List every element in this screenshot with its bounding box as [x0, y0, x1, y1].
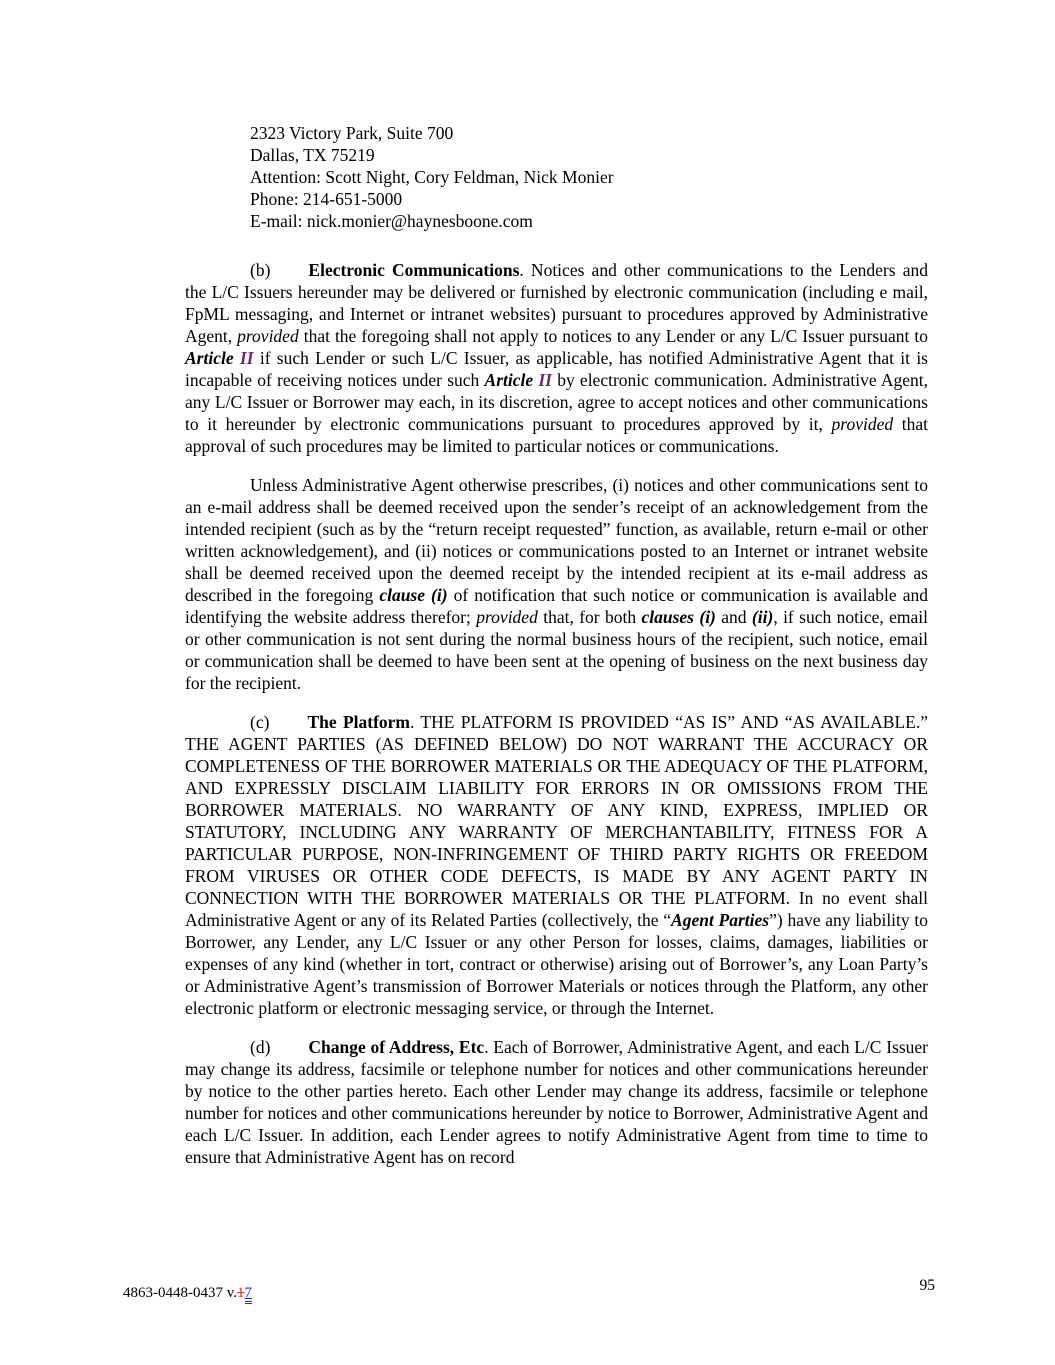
address-block	[250, 122, 928, 232]
section-label-c: (c)	[250, 712, 270, 732]
proviso-term: provided	[831, 414, 894, 434]
section-label-b: (b)	[250, 260, 271, 280]
body-text: that the foregoing shall not apply to notices to any Lender or any L/C Issuer pursuant to	[298, 326, 928, 346]
address-line-attention: Attention: Scott Night, Cory Feldman, Nick Monier	[250, 167, 614, 187]
body-text: . Notices and other communications to the Lenders and the L/C Issuers hereunder may be delivered or furnished by electronic communication (including e mail, FpML messaging, and Internet or intranet websites) pursuant to procedures approved by Administrative Agent,	[185, 260, 928, 346]
address-line-street: 2323 Victory Park, Suite 700	[250, 123, 454, 143]
body-text: Unless Administrative Agent otherwise prescribes, (i) notices and other communications sent to an e-mail address shall be deemed received upon the sender’s receipt of an acknowledgement from the intended recipient (such as by the “return receipt requested” function, as available, return e-mail or other written acknowledgement), and (ii) notices or communications posted to an Internet or intranet website shall be deemed received upon the deemed receipt by the intended recipient at its e-mail address as described in the foregoing	[185, 475, 928, 605]
document-number-prefix: 4863-0448-0437 v.	[123, 1285, 238, 1301]
section-heading-c: The Platform	[307, 712, 411, 732]
clause-reference: (ii)	[751, 607, 774, 627]
defined-term-agent-parties: Agent Parties	[671, 910, 770, 930]
page-number: 95	[919, 1277, 935, 1294]
section-label-d: (d)	[250, 1037, 271, 1057]
body-text: . Each of Borrower, Administrative Agent, and each L/C Issuer may change its address, facsimile or telephone number for notices and other communications hereunder by notice to the other parties hereto. Each other Lender may change its address, facsimile or telephone number for notices and other communications hereunder by notice to Borrower, Administrative Agent and each L/C Issuer. In addition, each Lender agrees to notify Administrative Agent from time to time to ensure that Administrative Agent has on record	[185, 1037, 928, 1167]
paragraph-b-electronic-communications	[185, 259, 928, 457]
body-text: by electronic communication. Administrative Agent, any L/C Issuer or Borrower may each, in its discretion, agree to accept notices and other communications to it hereunder by electronic communications pursuant to procedures approved by it,	[185, 370, 928, 434]
cross-reference-article-number: II	[239, 348, 254, 368]
cross-reference-article: Article	[185, 348, 240, 368]
body-text: if such Lender or such L/C Issuer, as applicable, has notified Administrative Agent that it is incapable of receiving notices under such	[185, 348, 928, 390]
inserted-version-text: 7	[245, 1285, 253, 1304]
clause-reference: clauses (i)	[641, 607, 716, 627]
body-text: that approval of such procedures may be limited to particular notices or communications.	[185, 414, 928, 456]
clause-reference: clause (i)	[379, 585, 448, 605]
paragraph-unless-deemed-receipt	[185, 474, 928, 694]
proviso-term: provided	[237, 326, 299, 346]
body-text: that, for both	[537, 607, 642, 627]
body-text: ”) have any liability to Borrower, any Lender, any L/C Issuer or any other Person for losses, claims, damages, liabilities or expenses of any kind (whether in tort, contract or otherwise) arising out of Borrower’s, any Loan Party’s or Administrative Agent’s transmission of Borrower Materials or notices through the Platform, any other electronic platform or electronic messaging service, or through the Internet.	[185, 910, 928, 1018]
proviso-term: provided	[476, 607, 538, 627]
body-text: and	[715, 607, 752, 627]
deleted-version-text: 1	[237, 1285, 245, 1301]
paragraph-c-the-platform	[185, 711, 928, 1019]
body-text: . THE PLATFORM IS PROVIDED “AS IS” AND “AS AVAILABLE.” THE AGENT PARTIES (AS DEFINED BELOW) DO NOT WARRANT THE ACCURACY OR COMPLETENESS OF THE BORROWER MATERIALS OR THE ADEQUACY OF THE PLATFORM, AND EXPRESSLY DISCLAIM LIABILITY FOR ERRORS IN OR OMISSIONS FROM THE BORROWER MATERIALS. NO WARRANTY OF ANY KIND, EXPRESS, IMPLIED OR STATUTORY, INCLUDING ANY WARRANTY OF MERCHANTABILITY, FITNESS FOR A PARTICULAR PURPOSE, NON-INFRINGEMENT OF THIRD PARTY RIGHTS OR FREEDOM FROM VIRUSES OR OTHER CODE DEFECTS, IS MADE BY ANY AGENT PARTY IN CONNECTION WITH THE BORROWER MATERIALS OR THE PLATFORM. In no event shall Administrative Agent or any of its Related Parties (collectively, the “	[185, 712, 928, 930]
section-heading-d: Change of Address, Etc	[308, 1037, 485, 1057]
document-number-footer	[123, 1284, 252, 1303]
body-text: , if such notice, email or other communication is not sent during the normal business hours of the recipient, such notice, email or communication shall be deemed to have been sent at the opening of business on the next business day for the recipient.	[185, 607, 928, 693]
address-line-phone: Phone: 214-651-5000	[250, 189, 403, 209]
cross-reference-article: Article	[484, 370, 539, 390]
address-line-email: E-mail: nick.monier@haynesboone.com	[250, 211, 533, 231]
page-body	[185, 122, 928, 1168]
cross-reference-article-number: II	[538, 370, 552, 390]
section-heading-b: Electronic Communications	[308, 260, 520, 280]
paragraph-d-change-of-address	[185, 1036, 928, 1168]
body-text: of notification that such notice or communication is available and identifying the website address therefor;	[185, 585, 928, 627]
address-line-city: Dallas, TX 75219	[250, 145, 375, 165]
